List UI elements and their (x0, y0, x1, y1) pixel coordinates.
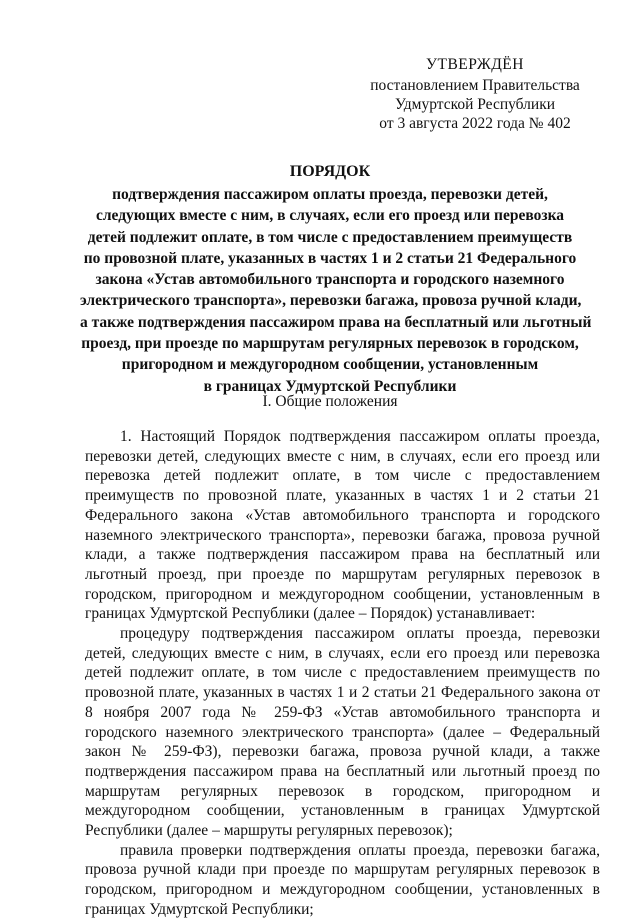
title-line: пригородном и междугородном сообщении, установленным (121, 356, 539, 374)
title-line: электрического транспорта», перевозки багажа, провоза ручной клади, (80, 292, 582, 310)
approval-line-3: от 3 августа 2022 года № 402 (379, 115, 571, 132)
title-line: по провозной плате, указанных в частях 1 и 2 статьи 21 Федерального (83, 249, 577, 267)
approval-line-2: Удмуртской Республики (394, 96, 556, 113)
approval-line-1: постановлением Правительства (370, 77, 580, 94)
title-line: а также подтверждения пассажиром права на бесплатный или льготный (80, 313, 592, 331)
title-heading: ПОРЯДОК (289, 163, 371, 180)
title-line: в границах Удмуртской Республики (203, 377, 457, 395)
approval-stamp (360, 55, 590, 133)
document-title (80, 160, 592, 397)
title-line: детей подлежит оплате, в том числе с предоставлением преимуществ (87, 228, 573, 246)
title-line: следующих вместе с ним, в случаях, если его проезд или перевозка (95, 207, 565, 225)
paragraph: правила проверки подтверждения оплаты проезда, перевозки багажа, провоза ручной клади при проезде по маршрутам регулярных перевозок в городском, пригородном и междугородном сообщении, установленных в границах Удмуртской Республики; (85, 841, 600, 918)
section-heading: I. Общие положения (262, 393, 398, 410)
title-line: подтверждения пассажиром оплаты проезда, перевозки детей, (112, 186, 548, 203)
paragraph: процедуру подтверждения пассажиром оплаты проезда, перевозки детей, следующих вместе с ним, в случаях, если его проезд или перевозка детей подлежит оплате, в том числе с предоставлением преимуществ по провозной плате, указанных в частях 1 и 2 статьи 21 Федерального закона от 8 ноября 2007 года № 259-ФЗ «Устав автомобильного транспорта и городского наземного электрического транспорта» (далее – Федеральный закон № 259-ФЗ), перевозки багажа, провоза ручной клади, а также подтверждения пассажиром права на бесплатный или льготный проезд по маршрутам регулярных перевозок в городском, пригородном и междугородном сообщении, установленным в границах Удмуртской Республики (далее – маршруты регулярных перевозок); (85, 625, 600, 840)
paragraph: 1. Настоящий Порядок подтверждения пассажиром оплаты проезда, перевозки детей, следующих вместе с ним, в случаях, если его проезд или перевозка детей подлежит оплате, в том числе с предоставлением преимуществ по провозной плате, указанных в частях 1 и 2 статьи 21 Федерального закона «Устав автомобильного транспорта и городского наземного электрического транспорта», перевозки багажа, провоза ручной клади, а также подтверждения пассажиром права на бесплатный или льготный проезд, при проезде по маршрутам регулярных перевозок в городском, пригородном и междугородном сообщении, установленным в границах Удмуртской Республики (далее – Порядок) устанавливает: (85, 428, 600, 623)
title-line: закона «Устав автомобильного транспорта и городского наземного (95, 271, 565, 289)
approval-heading: УТВЕРЖДЁН (426, 56, 524, 73)
title-line: проезд, при проезде по маршрутам регулярных перевозок в городском, (81, 335, 579, 353)
document-body (85, 427, 600, 920)
